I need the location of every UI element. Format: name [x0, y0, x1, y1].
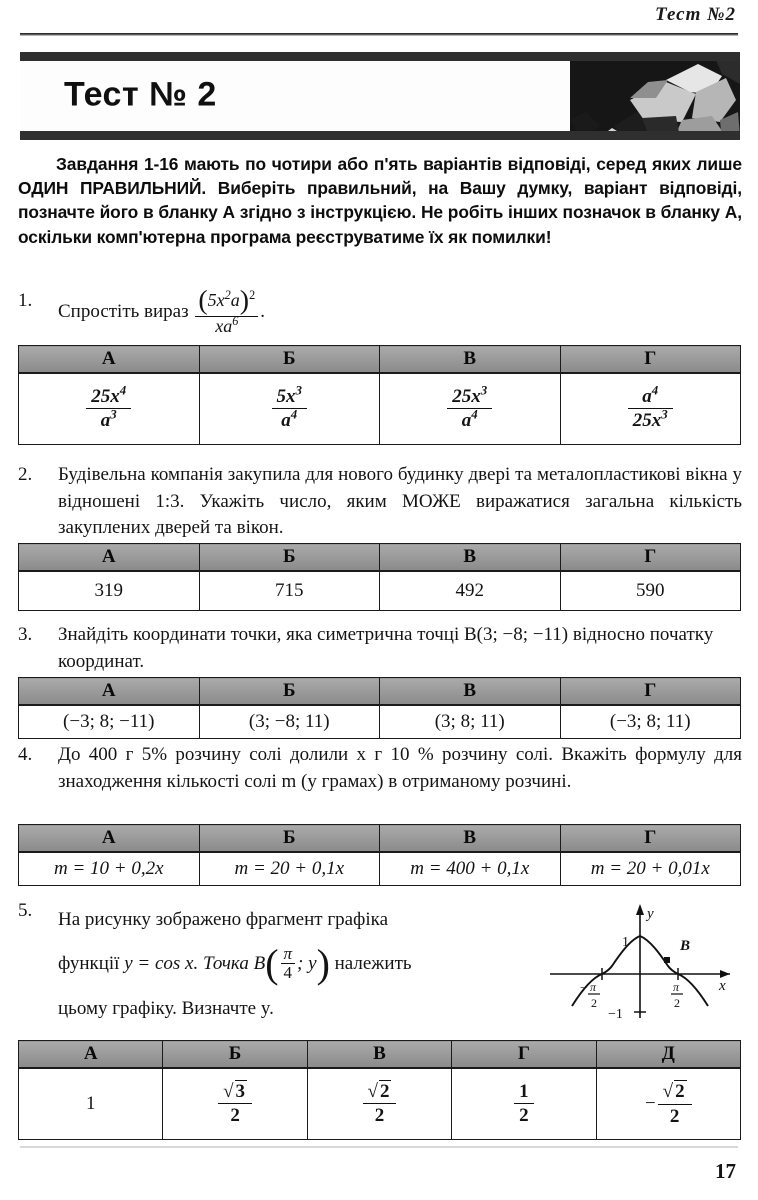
question-4-text: До 400 г 5% розчину солі долили x г 10 % розчину солі. Вкажіть формулу для знаходження кількості солі m (у грамах) в отриманому розчині. [58, 744, 742, 792]
option-value-v[interactable]: $\frac{25x^3}{a^4}$ [380, 373, 561, 445]
question-5-function: y = cos x. Точка [124, 953, 249, 974]
svg-text:2: 2 [591, 996, 597, 1010]
tick-label-neg-pi-2 [580, 980, 600, 1010]
header-rule [20, 33, 738, 36]
question-5-line-2a: функції [58, 953, 120, 974]
question-5-line-1: На рисунку зображено фрагмент графіка [58, 909, 389, 930]
option-value-b[interactable]: $\frac{√ 3}{2}$ [163, 1068, 307, 1140]
table-value-row [19, 705, 741, 739]
question-4-number: 4. [18, 744, 33, 765]
point-b-marker [664, 957, 670, 963]
question-3-number: 3. [18, 624, 33, 645]
table-header-row [19, 1041, 741, 1068]
option-value-v[interactable]: (3; 8; 11) [380, 705, 561, 739]
question-1-period: . [260, 300, 265, 322]
option-value-v[interactable]: 492 [380, 571, 561, 611]
question-1-number: 1. [18, 290, 33, 311]
table-value-row [19, 1068, 741, 1140]
option-value-a[interactable]: 1 [19, 1068, 163, 1140]
option-header-b: Б [199, 346, 380, 373]
option-header-a: А [19, 544, 200, 571]
option-header-g: Г [560, 346, 741, 373]
open-paren: ( [265, 940, 279, 986]
option-header-a: А [19, 678, 200, 705]
question-4 [18, 742, 742, 795]
question-3 [18, 622, 742, 675]
option-header-g: Г [560, 544, 741, 571]
table-header-row [19, 825, 741, 852]
question-1-expression [195, 287, 258, 336]
option-value-g[interactable]: $\frac{a^4}{25x^3}$ [560, 373, 741, 445]
option-header-g: Г [560, 678, 741, 705]
argument-numerator: π [281, 945, 296, 964]
expression-denominator: $xa^6$ [215, 314, 239, 337]
question-2-text: Будівельна компанія закупила для нового будинку двері та металопластикові вікна у відношені 1:3. Укажіть число, яким МОЖЕ виражатися загальна кількість закуплених дверей та вікон. [58, 464, 742, 538]
running-header: Тест №2 [655, 4, 736, 25]
option-header-b: Б [199, 825, 380, 852]
expression-numerator: $(5x^2a)^2$ [195, 287, 258, 317]
question-5-answer-table [18, 1040, 741, 1140]
crystal-decoration-icon [570, 60, 740, 140]
table-value-row [19, 852, 741, 886]
svg-text:2: 2 [674, 996, 680, 1010]
y-axis-label: y [647, 906, 654, 922]
question-4-answer-table [18, 824, 741, 886]
option-value-a[interactable]: m = 10 + 0,2x [19, 852, 200, 886]
tick-label-neg-one: −1 [608, 1007, 623, 1022]
question-2 [18, 462, 742, 542]
table-header-row [19, 544, 741, 571]
point-b-label: B [680, 938, 691, 954]
option-value-b[interactable]: m = 20 + 0,1x [199, 852, 380, 886]
question-1-text [58, 285, 742, 337]
page-number: 17 [715, 1159, 736, 1183]
option-header-v: В [307, 1041, 451, 1068]
tick-label-one: 1 [622, 935, 629, 950]
table-value-row [19, 571, 741, 611]
option-value-d[interactable]: − $\frac{√ 2}{2}$ [596, 1068, 740, 1140]
question-5-line-3: цьому графіку. Визначте y. [58, 997, 274, 1019]
tick-label-pos-pi-2 [671, 980, 683, 1010]
option-header-d: Д [596, 1041, 740, 1068]
instructions-paragraph: Завдання 1-16 мають по чотири або п'ять варіантів відповіді, серед яких лише ОДИН ПРАВИЛЬНИЙ. Виберіть правильний, на Вашу думку, варіант відповіді, позначте його в бланку А згідно з інструкцією. Не робіть інших позначок в бланку А, оскільки комп'ютерна програма реєструватиме їх як помилки! [18, 154, 742, 247]
table-header-row [19, 678, 741, 705]
option-value-b[interactable]: 715 [199, 571, 380, 611]
argument-y: ; y [297, 953, 317, 974]
option-value-g[interactable]: (−3; 8; 11) [560, 705, 741, 739]
page-title: Тест № 2 [64, 75, 217, 114]
cosine-graph-figure [544, 894, 744, 1026]
option-header-v: В [380, 825, 561, 852]
table-header-row [19, 346, 741, 373]
option-value-b[interactable]: (3; −8; 11) [199, 705, 380, 739]
question-1 [18, 285, 742, 337]
footer-rule [20, 1146, 738, 1148]
question-5-point-label: B [253, 953, 266, 974]
option-header-v: В [380, 678, 561, 705]
option-value-a[interactable]: (−3; 8; −11) [19, 705, 200, 739]
option-header-b: Б [163, 1041, 307, 1068]
question-2-answer-table [18, 543, 741, 611]
svg-text:π: π [673, 980, 680, 994]
question-3-text: Знайдіть координати точки, яка симетрична точці B(3; −8; −11) відносно початку координат. [58, 624, 714, 672]
svg-text:−: − [580, 980, 588, 995]
question-1-prompt: Спростіть вираз [58, 300, 189, 322]
question-5-number: 5. [18, 900, 33, 921]
question-2-number: 2. [18, 464, 33, 485]
option-header-a: А [19, 825, 200, 852]
question-5-line-2c: належить [334, 953, 412, 974]
option-value-g[interactable]: m = 20 + 0,01x [560, 852, 741, 886]
option-header-v: В [380, 544, 561, 571]
option-value-b[interactable]: $\frac{5x^3}{a^4}$ [199, 373, 380, 445]
option-header-g: Г [560, 825, 741, 852]
option-value-v[interactable]: $\frac{√ 2}{2}$ [307, 1068, 451, 1140]
question-5 [18, 898, 558, 1031]
argument-denominator: 4 [283, 963, 293, 983]
option-header-b: Б [199, 544, 380, 571]
option-header-v: В [380, 346, 561, 373]
option-value-g[interactable]: 590 [560, 571, 741, 611]
option-header-a: А [19, 346, 200, 373]
question-5-text [58, 898, 558, 1031]
y-axis-arrow [636, 904, 644, 915]
option-value-a[interactable]: $\frac{25x^4}{a^3}$ [19, 373, 200, 445]
option-value-g[interactable]: $\frac{1}{2}$ [452, 1068, 596, 1140]
close-paren: ) [316, 940, 330, 986]
option-header-g: Г [452, 1041, 596, 1068]
option-value-v[interactable]: m = 400 + 0,1x [380, 852, 561, 886]
option-header-a: А [19, 1041, 163, 1068]
x-axis-label: x [719, 978, 726, 994]
question-1-answer-table [18, 345, 741, 445]
option-header-b: Б [199, 678, 380, 705]
question-3-answer-table [18, 677, 741, 739]
table-value-row [19, 373, 741, 445]
title-banner [20, 52, 740, 140]
question-5-argument [281, 945, 296, 982]
option-value-a[interactable]: 319 [19, 571, 200, 611]
svg-text:π: π [590, 980, 597, 994]
x-axis-arrow [720, 970, 730, 978]
